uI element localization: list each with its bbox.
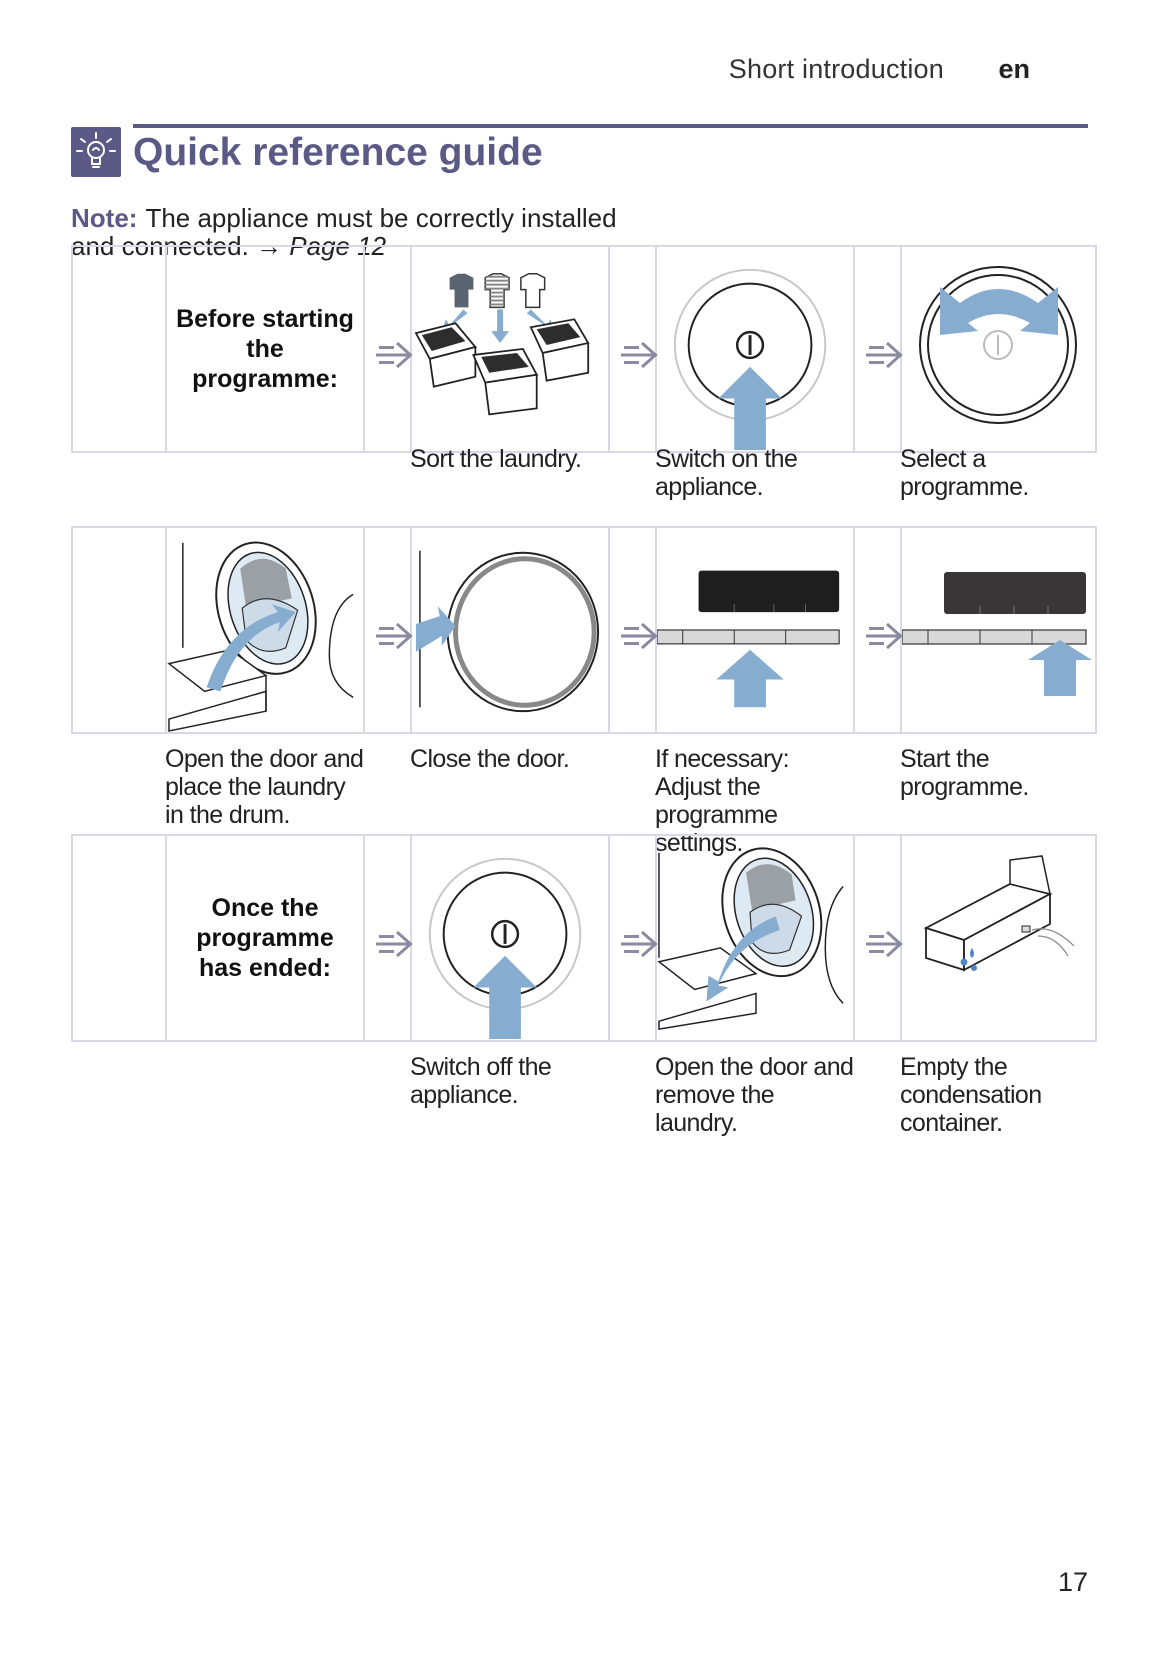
illustration-unload-drum bbox=[657, 836, 855, 1040]
step-caption: Open the door and remove the laundry. bbox=[655, 1053, 854, 1137]
step-arrow-cell bbox=[365, 528, 412, 732]
control-panel-illustration bbox=[657, 528, 853, 732]
start-button-illustration bbox=[902, 528, 1097, 732]
close-door-illustration bbox=[412, 528, 608, 732]
step-arrow-cell bbox=[610, 836, 657, 1040]
step-caption: Empty the condensation container. bbox=[900, 1053, 1042, 1137]
illustration-empty-container bbox=[902, 836, 1097, 1040]
step-arrow-cell bbox=[365, 836, 412, 1040]
illustration-select-programme bbox=[902, 247, 1097, 451]
step-caption: Start the programme. bbox=[900, 745, 1029, 801]
header-section-title: Short introduction bbox=[728, 54, 944, 84]
row-spacer-cell bbox=[73, 836, 167, 1040]
condensation-container-illustration bbox=[902, 836, 1097, 1040]
row-spacer-cell bbox=[73, 528, 167, 732]
note-page-ref[interactable]: Page 12 bbox=[289, 231, 387, 261]
step-caption: Select a programme. bbox=[900, 445, 1029, 501]
step-caption: Switch off the appliance. bbox=[410, 1053, 552, 1109]
step-arrow-cell bbox=[855, 528, 902, 732]
step-caption: Sort the laundry. bbox=[410, 445, 582, 473]
illustration-switch-on bbox=[657, 247, 855, 451]
laundry-sorting-illustration bbox=[412, 247, 608, 451]
tips-lightbulb-icon bbox=[71, 127, 121, 177]
illustration-close-door bbox=[412, 528, 610, 732]
illustration-load-drum bbox=[167, 528, 365, 732]
header-language: en bbox=[998, 54, 1030, 84]
steps-row-2 bbox=[71, 526, 1097, 734]
steps-row-1 bbox=[71, 245, 1097, 453]
power-dial-illustration bbox=[412, 836, 608, 1040]
steps-row-3 bbox=[71, 834, 1097, 1042]
step-caption: If necessary: Adjust the programme settings. bbox=[655, 745, 789, 857]
page-title: Quick reference guide bbox=[133, 131, 543, 174]
unload-drum-illustration bbox=[657, 836, 853, 1040]
power-button-icon bbox=[737, 332, 763, 358]
step-caption: Open the door and place the laundry in the drum. bbox=[165, 745, 364, 829]
power-dial-illustration bbox=[657, 247, 853, 451]
note-label: Note: bbox=[71, 203, 138, 233]
step-caption: Close the door. bbox=[410, 745, 570, 773]
illustration-sort-laundry bbox=[412, 247, 610, 451]
step-arrow-cell bbox=[610, 247, 657, 451]
row-lead-label: Once the programme has ended: bbox=[196, 894, 334, 982]
row-lead-cell bbox=[167, 247, 365, 451]
note-ref-arrow: → bbox=[256, 231, 283, 261]
step-caption: Switch on the appliance. bbox=[655, 445, 798, 501]
load-drum-illustration bbox=[167, 528, 363, 732]
row-lead-cell bbox=[167, 836, 365, 1040]
row-lead-label: Before starting the programme: bbox=[176, 305, 354, 393]
illustration-start-programme bbox=[902, 528, 1097, 732]
illustration-switch-off bbox=[412, 836, 610, 1040]
programme-dial-illustration bbox=[902, 247, 1097, 451]
row-spacer-cell bbox=[73, 247, 167, 451]
illustration-adjust-settings bbox=[657, 528, 855, 732]
step-arrow-cell bbox=[855, 836, 902, 1040]
power-button-icon bbox=[492, 921, 518, 947]
step-arrow-cell bbox=[610, 528, 657, 732]
step-arrow-cell bbox=[365, 247, 412, 451]
title-rule bbox=[133, 124, 1088, 128]
step-arrow-cell bbox=[855, 247, 902, 451]
page-number: 17 bbox=[1057, 1567, 1088, 1597]
note-text: The appliance must be correctly installed and connected. bbox=[71, 203, 617, 261]
